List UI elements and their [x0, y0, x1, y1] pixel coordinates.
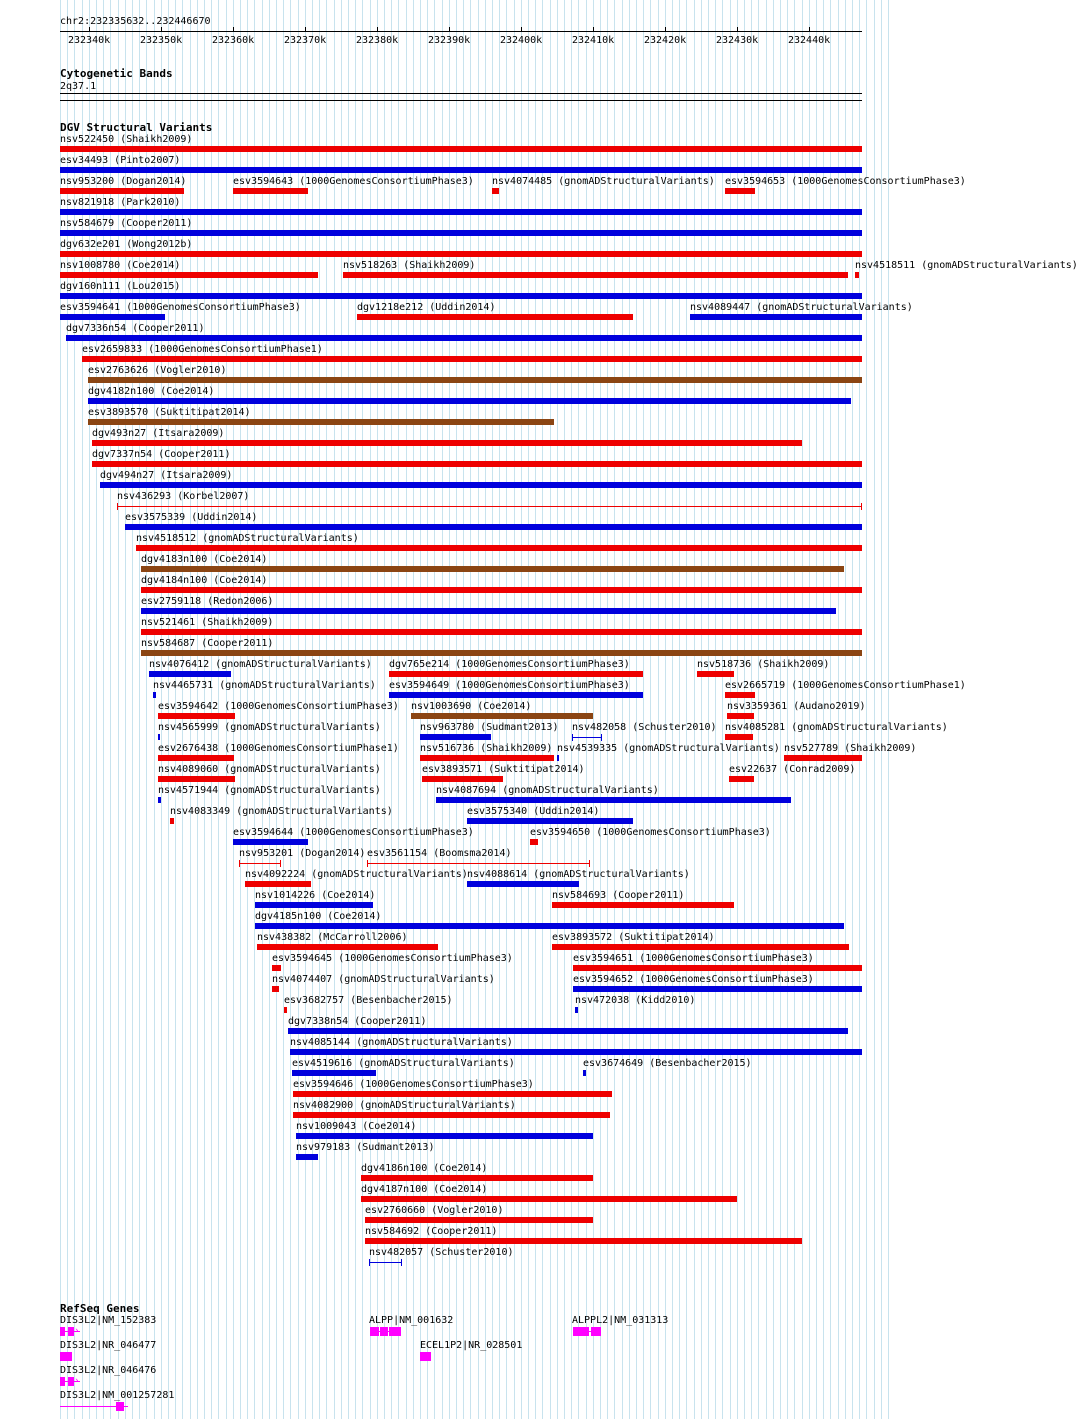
- dgv-feature-label[interactable]: dgv4185n100 (Coe2014): [255, 911, 382, 922]
- dgv-feature-label[interactable]: dgv4187n100 (Coe2014): [361, 1184, 488, 1195]
- dgv-feature-label[interactable]: nsv482058 (Schuster2010): [572, 722, 717, 733]
- dgv-feature-label[interactable]: nsv821918 (Park2010): [60, 197, 181, 208]
- refseq-gene-exon[interactable]: [370, 1327, 379, 1336]
- ruler-tick: [377, 27, 378, 32]
- refseq-gene-label[interactable]: DIS3L2|NM_152383: [60, 1315, 157, 1326]
- ruler-tick-label: 232360k: [212, 35, 255, 46]
- dgv-feature-label[interactable]: esv2665719 (1000GenomesConsortiumPhase1): [725, 680, 966, 691]
- dgv-feature-bar[interactable]: [290, 1049, 862, 1055]
- grid-line: [881, 0, 882, 1419]
- dgv-feature-label[interactable]: nsv979183 (Sudmant2013): [296, 1142, 435, 1153]
- dgv-feature-bar[interactable]: [60, 209, 862, 215]
- dgv-feature-bar[interactable]: [697, 671, 734, 677]
- dgv-feature-bar[interactable]: [60, 293, 862, 299]
- dgv-feature-label[interactable]: dgv765e214 (1000GenomesConsortiumPhase3): [389, 659, 630, 670]
- dgv-feature-bar[interactable]: [411, 713, 593, 719]
- dgv-feature-label[interactable]: nsv4092224 (gnomADStructuralVariants): [245, 869, 468, 880]
- dgv-feature-label[interactable]: nsv953200 (Dogan2014): [60, 176, 187, 187]
- refseq-gene-label[interactable]: ALPPL2|NM_031313: [572, 1315, 669, 1326]
- ruler-axis: [60, 31, 862, 32]
- dgv-feature-label[interactable]: nsv4089447 (gnomADStructuralVariants): [690, 302, 913, 313]
- dgv-feature-bar[interactable]: [552, 902, 734, 908]
- ruler-tick-label: 232340k: [68, 35, 111, 46]
- dgv-feature-label[interactable]: dgv494n27 (Itsara2009): [100, 470, 233, 481]
- dgv-feature-bar[interactable]: [141, 608, 836, 614]
- dgv-feature-label[interactable]: nsv482057 (Schuster2010): [369, 1247, 514, 1258]
- dgv-feature-label[interactable]: esv3594650 (1000GenomesConsortiumPhase3): [530, 827, 771, 838]
- dgv-feature-label[interactable]: esv3594646 (1000GenomesConsortiumPhase3): [293, 1079, 534, 1090]
- dgv-feature-label[interactable]: esv3594652 (1000GenomesConsortiumPhase3): [573, 974, 814, 985]
- dgv-feature-label[interactable]: nsv1009043 (Coe2014): [296, 1121, 417, 1132]
- ruler-tick-label: 232370k: [284, 35, 327, 46]
- dgv-feature-label[interactable]: dgv160n111 (Lou2015): [60, 281, 181, 292]
- dgv-feature-bar[interactable]: [357, 314, 633, 320]
- dgv-feature-bar[interactable]: [288, 1028, 848, 1034]
- dgv-feature-label[interactable]: dgv4186n100 (Coe2014): [361, 1163, 488, 1174]
- dgv-feature-label[interactable]: nsv522450 (Shaikh2009): [60, 134, 193, 145]
- dgv-feature-label[interactable]: esv34493 (Pinto2007): [60, 155, 181, 166]
- dgv-feature-bar[interactable]: [690, 314, 862, 320]
- dgv-feature-bar[interactable]: [141, 566, 844, 572]
- dgv-feature-label[interactable]: nsv584693 (Cooper2011): [552, 890, 685, 901]
- dgv-feature-label[interactable]: nsv4074485 (gnomADStructuralVariants): [492, 176, 715, 187]
- dgv-feature-bar[interactable]: [158, 776, 235, 782]
- dgv-feature-label[interactable]: nsv584692 (Cooper2011): [365, 1226, 498, 1237]
- dgv-feature-label[interactable]: nsv584687 (Cooper2011): [141, 638, 274, 649]
- dgv-feature-label[interactable]: nsv472038 (Kidd2010): [575, 995, 696, 1006]
- dgv-feature-bar[interactable]: [158, 713, 235, 719]
- dgv-feature-bar[interactable]: [82, 356, 862, 362]
- ruler-tick: [521, 27, 522, 32]
- ruler-tick-label: 232410k: [572, 35, 615, 46]
- dgv-feature-label[interactable]: nsv516736 (Shaikh2009): [420, 743, 553, 754]
- dgv-feature-bar[interactable]: [141, 650, 862, 656]
- dgv-feature-bar[interactable]: [272, 965, 281, 971]
- refseq-gene-label[interactable]: ALPP|NM_001632: [369, 1315, 454, 1326]
- refseq-gene-exon[interactable]: [573, 1327, 589, 1336]
- refseq-gene-exon[interactable]: [116, 1402, 124, 1411]
- dgv-feature-label[interactable]: esv3575339 (Uddin2014): [125, 512, 258, 523]
- dgv-feature-bar[interactable]: [66, 335, 862, 341]
- ruler-tick-label: 232390k: [428, 35, 471, 46]
- dgv-feature-label[interactable]: nsv436293 (Korbel2007): [117, 491, 250, 502]
- ruler-tick-label: 232430k: [716, 35, 759, 46]
- dgv-feature-label[interactable]: dgv4184n100 (Coe2014): [141, 575, 268, 586]
- dgv-feature-label[interactable]: nsv4539335 (gnomADStructuralVariants): [557, 743, 780, 754]
- dgv-feature-bar[interactable]: [233, 839, 308, 845]
- dgv-feature-label[interactable]: esv3594641 (1000GenomesConsortiumPhase3): [60, 302, 301, 313]
- ruler-tick-label: 232380k: [356, 35, 399, 46]
- dgv-feature-bar[interactable]: [292, 1070, 376, 1076]
- dgv-feature-bar[interactable]: [557, 755, 559, 761]
- ruler-tick: [161, 27, 162, 32]
- dgv-feature-label[interactable]: esv3682757 (Besenbacher2015): [284, 995, 453, 1006]
- dgv-feature-bar[interactable]: [296, 1154, 318, 1160]
- dgv-feature-label[interactable]: esv3575340 (Uddin2014): [467, 806, 600, 817]
- dgv-feature-label[interactable]: nsv4085144 (gnomADStructuralVariants): [290, 1037, 513, 1048]
- dgv-feature-bar[interactable]: [365, 1238, 802, 1244]
- dgv-feature-bar[interactable]: [296, 1133, 593, 1139]
- dgv-feature-bar[interactable]: [725, 692, 755, 698]
- ruler-tick-label: 232350k: [140, 35, 183, 46]
- dgv-feature-bar[interactable]: [170, 818, 174, 824]
- refseq-gene-label[interactable]: DIS3L2|NR_046477: [60, 1340, 157, 1351]
- refseq-gene-label[interactable]: DIS3L2|NR_046476: [60, 1365, 157, 1376]
- dgv-feature-label[interactable]: nsv4076412 (gnomADStructuralVariants): [149, 659, 372, 670]
- dgv-feature-label[interactable]: nsv4088614 (gnomADStructuralVariants): [467, 869, 690, 880]
- dgv-feature-bar[interactable]: [141, 629, 862, 635]
- ruler-tick: [737, 27, 738, 32]
- dgv-feature-bar[interactable]: [492, 188, 499, 194]
- dgv-feature-bar[interactable]: [293, 1112, 610, 1118]
- dgv-feature-bar[interactable]: [153, 692, 156, 698]
- ruler-tick-label: 232440k: [788, 35, 831, 46]
- cytoband-top-line: [60, 93, 862, 94]
- dgv-feature-bar[interactable]: [255, 902, 373, 908]
- ruler-tick: [809, 27, 810, 32]
- dgv-feature-bar[interactable]: [158, 755, 234, 761]
- grid-line: [874, 0, 875, 1419]
- refseq-gene-exon[interactable]: [60, 1352, 72, 1361]
- dgv-feature-bar[interactable]: [257, 944, 438, 950]
- dgv-feature-label[interactable]: nsv3359361 (Audano2019): [727, 701, 866, 712]
- dgv-feature-bar[interactable]: [255, 923, 844, 929]
- dgv-feature-label[interactable]: esv2759118 (Redon2006): [141, 596, 274, 607]
- dgv-feature-label[interactable]: esv3893571 (Suktitipat2014): [422, 764, 585, 775]
- dgv-feature-label[interactable]: nsv438382 (McCarroll2006): [257, 932, 408, 943]
- dgv-feature-bar[interactable]: [158, 734, 160, 740]
- strand-arrow-icon: ›: [74, 1326, 80, 1336]
- dgv-feature-label[interactable]: nsv4082900 (gnomADStructuralVariants): [293, 1100, 516, 1111]
- cytoband-track-title[interactable]: Cytogenetic Bands: [60, 67, 173, 80]
- dgv-feature-bar[interactable]: [92, 440, 802, 446]
- refseq-gene-exon[interactable]: [60, 1327, 65, 1336]
- refseq-gene-exon[interactable]: [380, 1327, 388, 1336]
- ruler-tick: [233, 27, 234, 32]
- dgv-feature-label[interactable]: dgv7338n54 (Cooper2011): [288, 1016, 427, 1027]
- dgv-feature-label[interactable]: nsv4518511 (gnomADStructuralVariants): [855, 260, 1078, 271]
- ruler-tick: [593, 27, 594, 32]
- grid-line: [866, 0, 867, 1419]
- dgv-feature-bar[interactable]: [530, 839, 538, 845]
- dgv-feature-bar[interactable]: [784, 755, 862, 761]
- dgv-feature-bar[interactable]: [729, 776, 754, 782]
- dgv-feature-bar[interactable]: [60, 188, 184, 194]
- dgv-feature-label[interactable]: dgv7337n54 (Cooper2011): [92, 449, 231, 460]
- dgv-feature-label[interactable]: esv3594653 (1000GenomesConsortiumPhase3): [725, 176, 966, 187]
- dgv-feature-bar[interactable]: [573, 965, 862, 971]
- dgv-feature-bar[interactable]: [60, 146, 862, 152]
- dgv-feature-bar[interactable]: [725, 734, 753, 740]
- dgv-feature-label[interactable]: esv22637 (Conrad2009): [729, 764, 856, 775]
- dgv-feature-bar[interactable]: [60, 272, 318, 278]
- cytoband-label: 2q37.1: [60, 81, 97, 92]
- dgv-feature-bar[interactable]: [158, 797, 161, 803]
- dgv-feature-bar[interactable]: [343, 272, 848, 278]
- dgv-feature-bar[interactable]: [467, 818, 633, 824]
- dgv-feature-bar[interactable]: [369, 1262, 402, 1263]
- dgv-feature-label[interactable]: nsv4089060 (gnomADStructuralVariants): [158, 764, 381, 775]
- dgv-feature-bar[interactable]: [467, 881, 579, 887]
- dgv-feature-bar[interactable]: [365, 1217, 593, 1223]
- dgv-feature-bar[interactable]: [88, 377, 862, 383]
- dgv-feature-bar[interactable]: [422, 776, 503, 782]
- dgv-feature-label[interactable]: nsv1014226 (Coe2014): [255, 890, 376, 901]
- dgv-feature-bar[interactable]: [361, 1175, 593, 1181]
- dgv-feature-label[interactable]: dgv1218e212 (Uddin2014): [357, 302, 496, 313]
- dgv-feature-bar[interactable]: [284, 1007, 287, 1013]
- dgv-feature-label[interactable]: esv3893570 (Suktitipat2014): [88, 407, 251, 418]
- dgv-feature-label[interactable]: esv3594643 (1000GenomesConsortiumPhase3): [233, 176, 474, 187]
- refseq-track-title[interactable]: RefSeq Genes: [60, 1302, 140, 1315]
- dgv-feature-bar[interactable]: [88, 398, 851, 404]
- ruler-tick-label: 232400k: [500, 35, 543, 46]
- dgv-feature-bar[interactable]: [149, 671, 231, 677]
- dgv-feature-label[interactable]: nsv963780 (Sudmant2013): [420, 722, 559, 733]
- dgv-feature-bar[interactable]: [573, 986, 862, 992]
- dgv-feature-bar[interactable]: [117, 506, 862, 507]
- refseq-gene-exon[interactable]: [60, 1377, 65, 1386]
- dgv-feature-label[interactable]: esv3594651 (1000GenomesConsortiumPhase3): [573, 953, 814, 964]
- dgv-feature-label[interactable]: dgv4183n100 (Coe2014): [141, 554, 268, 565]
- dgv-feature-bar[interactable]: [420, 734, 491, 740]
- refseq-gene-label[interactable]: DIS3L2|NM_001257281: [60, 1390, 175, 1401]
- dgv-feature-label[interactable]: esv3561154 (Boomsma2014): [367, 848, 512, 859]
- dgv-feature-bar[interactable]: [125, 524, 862, 530]
- dgv-feature-label[interactable]: nsv4083349 (gnomADStructuralVariants): [170, 806, 393, 817]
- dgv-feature-label[interactable]: dgv7336n54 (Cooper2011): [66, 323, 205, 334]
- dgv-feature-bar[interactable]: [436, 797, 791, 803]
- dgv-feature-bar[interactable]: [60, 314, 165, 320]
- dgv-feature-bar[interactable]: [420, 755, 554, 761]
- dgv-feature-label[interactable]: nsv518736 (Shaikh2009): [697, 659, 830, 670]
- dgv-feature-bar[interactable]: [361, 1196, 737, 1202]
- dgv-feature-bar[interactable]: [855, 272, 859, 278]
- refseq-gene-exon[interactable]: [420, 1352, 431, 1361]
- dgv-feature-bar[interactable]: [367, 863, 590, 864]
- dgv-feature-label[interactable]: esv3594642 (1000GenomesConsortiumPhase3): [158, 701, 399, 712]
- ruler-tick: [449, 27, 450, 32]
- dgv-feature-bar[interactable]: [60, 251, 862, 257]
- ruler-tick-label: 232420k: [644, 35, 687, 46]
- dgv-feature-bar[interactable]: [293, 1091, 612, 1097]
- dgv-feature-bar[interactable]: [88, 419, 554, 425]
- dgv-feature-bar[interactable]: [100, 482, 862, 488]
- dgv-feature-label[interactable]: nsv4087694 (gnomADStructuralVariants): [436, 785, 659, 796]
- dgv-feature-bar[interactable]: [389, 692, 643, 698]
- dgv-feature-bar[interactable]: [389, 671, 643, 677]
- dgv-feature-bar[interactable]: [233, 188, 308, 194]
- dgv-feature-label[interactable]: nsv4518512 (gnomADStructuralVariants): [136, 533, 359, 544]
- dgv-feature-bar[interactable]: [552, 944, 849, 950]
- grid-line: [888, 0, 889, 1419]
- dgv-feature-label[interactable]: esv4519616 (gnomADStructuralVariants): [292, 1058, 515, 1069]
- region-label: chr2:232335632..232446670: [60, 16, 211, 27]
- refseq-gene-label[interactable]: ECEL1P2|NR_028501: [420, 1340, 523, 1351]
- dgv-feature-bar[interactable]: [60, 167, 862, 173]
- ruler-tick: [89, 27, 90, 32]
- dgv-feature-bar[interactable]: [136, 545, 862, 551]
- dgv-feature-label[interactable]: nsv4571944 (gnomADStructuralVariants): [158, 785, 381, 796]
- dgv-feature-label[interactable]: dgv4182n100 (Coe2014): [88, 386, 215, 397]
- dgv-feature-label[interactable]: nsv521461 (Shaikh2009): [141, 617, 274, 628]
- dgv-feature-bar[interactable]: [572, 737, 602, 738]
- dgv-feature-label[interactable]: esv2760660 (Vogler2010): [365, 1205, 504, 1216]
- dgv-feature-label[interactable]: nsv4074407 (gnomADStructuralVariants): [272, 974, 495, 985]
- refseq-gene-exon[interactable]: [591, 1327, 601, 1336]
- strand-arrow-icon: ›: [74, 1376, 80, 1386]
- dgv-track-title[interactable]: DGV Structural Variants: [60, 121, 213, 134]
- dgv-feature-bar[interactable]: [575, 1007, 578, 1013]
- dgv-feature-label[interactable]: nsv1008780 (Coe2014): [60, 260, 181, 271]
- dgv-feature-label[interactable]: nsv953201 (Dogan2014): [239, 848, 366, 859]
- dgv-feature-label[interactable]: dgv493n27 (Itsara2009): [92, 428, 225, 439]
- dgv-feature-label[interactable]: esv2659833 (1000GenomesConsortiumPhase1): [82, 344, 323, 355]
- ruler-tick: [665, 27, 666, 32]
- dgv-feature-label[interactable]: nsv584679 (Cooper2011): [60, 218, 193, 229]
- dgv-feature-label[interactable]: nsv1003690 (Coe2014): [411, 701, 532, 712]
- dgv-feature-label[interactable]: nsv518263 (Shaikh2009): [343, 260, 476, 271]
- dgv-feature-label[interactable]: esv2763626 (Vogler2010): [88, 365, 227, 376]
- cytoband-bottom-line: [60, 100, 862, 101]
- dgv-feature-label[interactable]: esv3594649 (1000GenomesConsortiumPhase3): [389, 680, 630, 691]
- dgv-feature-label[interactable]: esv3893572 (Suktitipat2014): [552, 932, 715, 943]
- dgv-feature-label[interactable]: esv3594645 (1000GenomesConsortiumPhase3): [272, 953, 513, 964]
- dgv-feature-label[interactable]: nsv4085281 (gnomADStructuralVariants): [725, 722, 948, 733]
- dgv-feature-label[interactable]: dgv632e201 (Wong2012b): [60, 239, 193, 250]
- ruler-tick: [305, 27, 306, 32]
- dgv-feature-bar[interactable]: [727, 713, 754, 719]
- dgv-feature-bar[interactable]: [245, 881, 311, 887]
- dgv-feature-bar[interactable]: [725, 188, 755, 194]
- refseq-gene-exon[interactable]: [389, 1327, 401, 1336]
- dgv-feature-label[interactable]: esv3594644 (1000GenomesConsortiumPhase3): [233, 827, 474, 838]
- dgv-feature-bar[interactable]: [60, 230, 862, 236]
- dgv-feature-label[interactable]: nsv4565999 (gnomADStructuralVariants): [158, 722, 381, 733]
- dgv-feature-bar[interactable]: [92, 461, 862, 467]
- dgv-feature-label[interactable]: esv3674649 (Besenbacher2015): [583, 1058, 752, 1069]
- dgv-feature-label[interactable]: nsv527789 (Shaikh2009): [784, 743, 917, 754]
- dgv-feature-bar[interactable]: [583, 1070, 586, 1076]
- dgv-feature-bar[interactable]: [141, 587, 862, 593]
- dgv-feature-bar[interactable]: [272, 986, 279, 992]
- dgv-feature-label[interactable]: nsv4465731 (gnomADStructuralVariants): [153, 680, 376, 691]
- dgv-feature-label[interactable]: esv2676438 (1000GenomesConsortiumPhase1): [158, 743, 399, 754]
- dgv-feature-bar[interactable]: [239, 863, 281, 864]
